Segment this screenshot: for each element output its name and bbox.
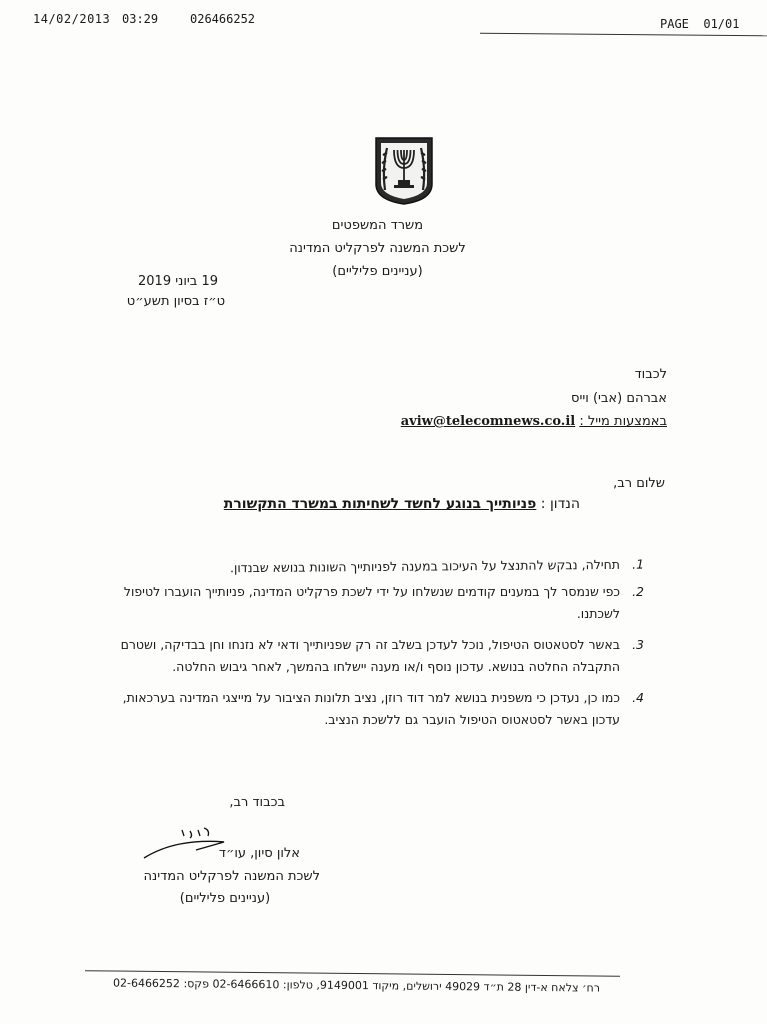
list-item [100,634,644,679]
list-item-text: כפי שנמסר לך במענים קודמים שנשלחו על ידי לשכת פרקליט המדינה, פניותייך הועברו לטיפול לשכתנו. [123,583,620,621]
list-item-text: באשר לסטאטוס הטיפול, נוכל לעדכן בשלב זה רק שפניותייך ודאי לא נזנחו וחן בבדיקה, ושטרם התקבלה החלטה בנושא. עדכון נוסף ו/או מענה יישלחו בהמשך, לאחר גיבוש החלטה. [120,636,620,674]
state-emblem-icon [372,134,436,206]
email-label: באמצעות מייל : [579,414,667,429]
signer-name: אלון סיון, עו״ד [218,846,300,861]
office-division: (עניינים פליליים) [332,264,423,279]
footer-contact: רח׳ צלאח א-דין 28 ת״ד 49029 ירושלים, מיקוד 9149001, טלפון: 02-6466610 פקס: 02-6466252 [112,976,601,995]
recipient-email[interactable]: aviw@telecomnews.co.il [400,414,576,429]
subject-line [190,496,580,512]
fax-date: 14/02/2013 [33,12,111,26]
body-list [100,556,645,732]
recipient-block [400,363,667,411]
fax-header-divider [480,33,767,37]
ministry-name: משרד המשפטים [331,218,424,233]
closing: בכבוד רב, [229,795,285,810]
fax-number: 026466252 [190,12,256,26]
fax-time: 03:29 [122,12,159,26]
recipient-salutation: לכבוד [634,367,667,382]
list-item-number: 4. [632,689,644,705]
list-item [100,554,645,581]
recipient-email-line [380,414,667,429]
letter-date-hebrew: ט״ז בסיון תשע״ט [126,294,225,309]
list-item-number: 2. [632,583,644,599]
greeting: שלום רב, [613,476,665,491]
signer-block [130,843,320,911]
subject-text: פניותייך בנוגע לחשד לשחיתות במשרד התקשורת [223,496,537,512]
subject-label: הנדון : [540,496,580,512]
footer-divider [85,970,620,977]
letter-date-gregorian: 19 ביוני 2019 [138,274,218,289]
recipient-name: אברהם (אבי) וייס [571,391,667,406]
signer-department: לשכת המשנה לפרקליט המדינה [143,868,320,884]
fax-page-count: PAGE 01/01 [660,17,740,31]
list-item-text: כמו כן, נעדכן כי משפנית בנושא למר דוד רוזן, נציב תלונות הציבור על מייצגי המדינה בערכאות, עדכון באשר לסטאטוס הטיפול הועבר גם ללשכת הנציב. [122,689,620,727]
list-item-number: 1. [631,556,645,572]
signer-division: (עניינים פליליים) [179,891,271,906]
list-item-text: תחילה, נבקש להתנצל על העיכוב במענה לפניותייך השונות בנושא שבנדון. [229,556,621,576]
office-name: לשכת המשנה לפרקליט המדינה [289,241,466,256]
fax-header [0,0,767,40]
ministry-header [270,214,485,283]
list-item [100,687,644,732]
list-item [100,581,644,626]
list-item-number: 3. [632,636,644,652]
